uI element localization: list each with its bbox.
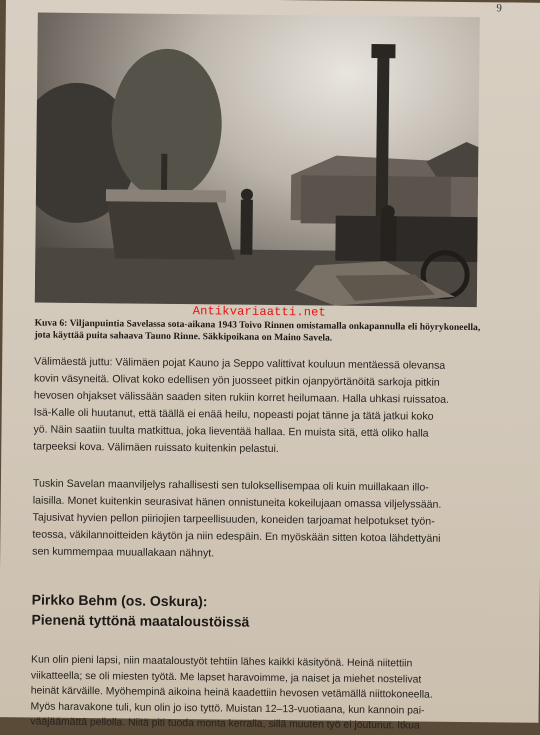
text-line: Isä-Kalle oli huutanut, että täällä ei enää heilu, nopeasti pojat tänne ja tätä jatkui koko xyxy=(33,406,434,423)
text-line: hevosen ohjakset välissään saaden siten rukiin korret heilumaan. Halla uhkasi ruissatoa. xyxy=(33,389,450,406)
paragraph-behm xyxy=(30,652,491,734)
text-line: Myös haravakone tuli, kun olin jo iso tyttö. Muistan 12–13-vuotiaana, kun kannoin pai- xyxy=(30,700,425,717)
text-line: vääjäämättä pellolla. Niitä piti tuoda monta kerralla, sillä muuten työ ei joutunut. Itkua xyxy=(30,716,420,732)
text-line: kovin väsyneitä. Olivat koko edellisen yön juosseet pitkin ojanpyörtänöitä sarkoja pitkin xyxy=(33,372,440,389)
paragraph-savela xyxy=(32,475,493,565)
text-line: sen kummempaa muuallakaan nähnyt. xyxy=(32,545,215,560)
section-title-heading: Pienenä tyttönä maataloustöissä xyxy=(31,611,250,630)
text-line: laisilla. Monet kuitenkin seurasivat hänen onnistuneita kokeilujaan omassa viljelyssään. xyxy=(32,494,442,511)
text-line: yö. Näin saatiin tuulta matkittua, joka lieventää hallaa. En muista sitä, että oliko halla xyxy=(33,423,429,440)
paragraph-valimaki xyxy=(33,353,494,460)
threshing-scene-image xyxy=(35,13,480,308)
text-line: Tuskin Savelan maanviljelys rahallisesti sen tuloksellisempaa oli kuin muillakaan illo- xyxy=(32,477,429,494)
section-author-heading: Pirkko Behm (os. Oskura): xyxy=(31,591,208,610)
text-line: viikatteella; se oli miesten työtä. Me lapset haravoimme, ja naiset ja miehet nostelivat xyxy=(30,669,422,686)
text-line: tarpeeksi kova. Välimäen ruissato kuitenkin pelastui. xyxy=(33,440,279,456)
photo-caption: Kuva 6: Viljanpuintia Savelassa sota-aikana 1943 Toivo Rinnen omistamalla onkapannulla eli höyrykoneella, jota käyttää puita sahaava Tauno Rinne. Säkkipoikana on Maino Savela. xyxy=(34,317,481,344)
text-line: Tajusivat hyvien pellon piiriojien tarpeellisuuden, koneiden tarjoamat helpotukset työn- xyxy=(32,511,435,528)
text-line: heinät kärväille. Myöhempinä aikoina heinä kaadettiin hevosen vetämällä niittokoneella. xyxy=(30,685,433,701)
page-number: 9 xyxy=(496,2,502,15)
watermark-text: Antikvariaatti.net xyxy=(192,304,327,320)
text-line: Kun olin pieni lapsi, niin maataloustyöt tehtiin lähes kaikki käsityönä. Heinä niitettiin xyxy=(31,654,413,670)
text-line: teossa, väkilannoitteiden käytön ja niin edespäin. En myöskään sitten kotoa lähdettyäni xyxy=(32,528,441,545)
text-line: Välimäestä juttu: Välimäen pojat Kauno ja Seppo valittivat kouluun mentäessä olevansa xyxy=(34,355,446,372)
historical-photo xyxy=(35,13,480,308)
